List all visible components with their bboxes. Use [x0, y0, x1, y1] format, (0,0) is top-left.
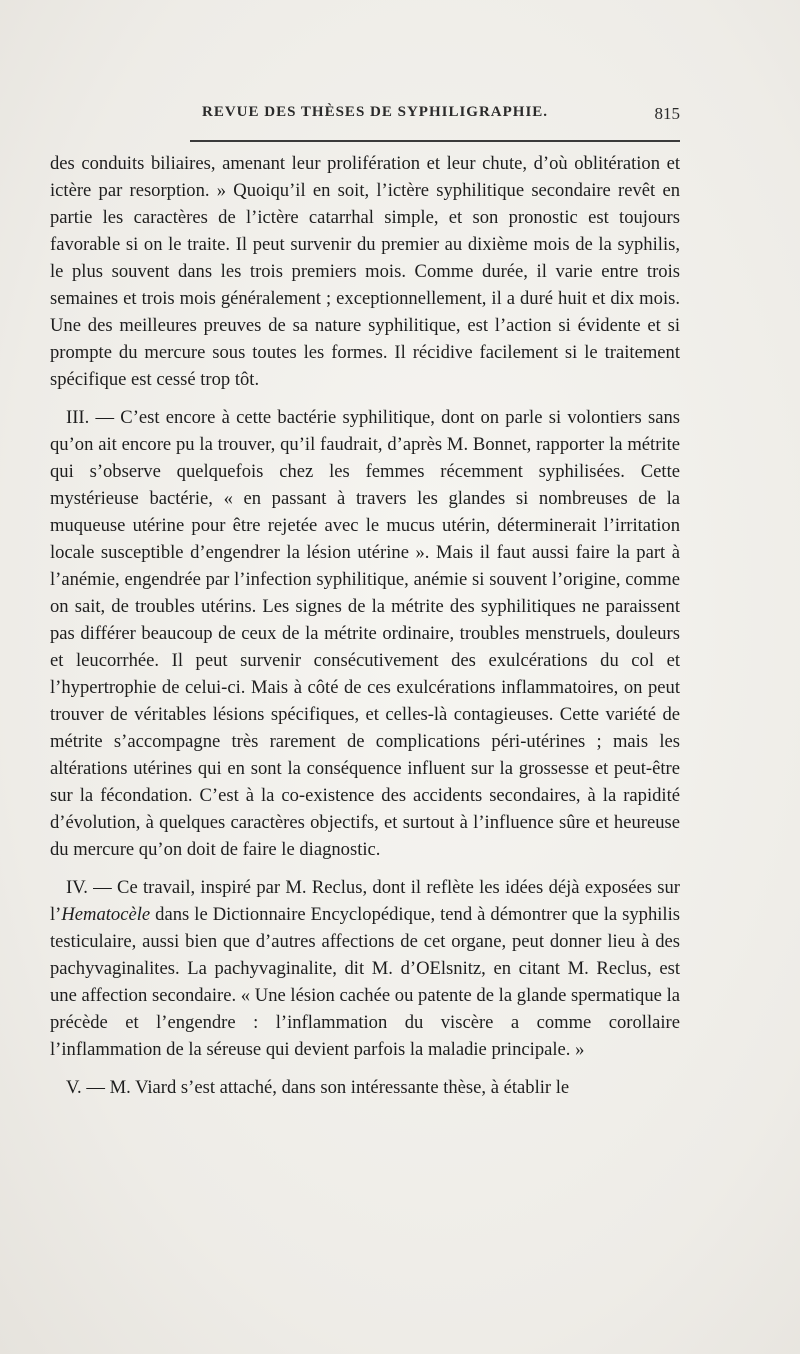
italic-term: Hematocèle — [61, 904, 151, 925]
body-text — [50, 150, 680, 1101]
paragraph-section-v: V. — M. Viard s’est attaché, dans son intéressante thèse, à établir le — [66, 1077, 570, 1098]
running-header — [52, 104, 680, 126]
paragraph-section-iv-start: IV. — Ce travail, inspiré par M. Reclus, dont il reflète les idées déjà exposées sur l’ — [50, 877, 680, 925]
paragraph-section-iv-end: dans le Dictionnaire Encyclopédique, tend à démontrer que la syphilis testiculaire, aussi bien que d’autres affections de cet organe, peut donner lieu à des pachyvaginalites. La pachyvaginalite, dit M. d’OElsnitz, en citant M. Reclus, est une affection secondaire. « Une lésion cachée ou patente de la glande spermatique la précède et l’engendre : l’inflammation du viscère a comme corollaire l’inflammation de la séreuse qui devient parfois la maladie principale. » — [50, 904, 680, 1060]
header-rule — [190, 140, 680, 142]
running-title: REVUE DES THÈSES DE SYPHILIGRAPHIE. — [202, 104, 549, 120]
page-number: 815 — [654, 104, 680, 123]
paragraph-continuation: des conduits biliaires, amenant leur prolifération et leur chute, d’où oblitération et ictère par resorption. » Quoiqu’il en soit, l’ictère syphilitique secondaire revêt en partie les caractères de l’ictère catarrhal simple, et son pronostic est toujours favorable si on le traite. Il peut survenir du premier au dixième mois de la syphilis, le plus souvent dans les trois premiers mois. Comme durée, il varie entre trois semaines et trois mois généralement ; exceptionnellement, il a duré huit et dix mois. Une des meilleures preuves de sa nature syphilitique, est l’action si évidente et si prompte du mercure sous toutes les formes. Il récidive facilement si le traitement spécifique est cessé trop tôt. — [50, 153, 680, 390]
paragraph-section-iii: III. — C’est encore à cette bactérie syphilitique, dont on parle si volontiers sans qu’on ait encore pu la trouver, qu’il faudrait, d’après M. Bonnet, rapporter la métrite qui s’observe quelquefois chez les femmes récemment syphilisées. Cette mystérieuse bactérie, « en passant à travers les glandes si nombreuses de la muqueuse utérine pour être rejetée avec le mucus utérin, déterminerait l’irritation locale susceptible d’engendrer la lésion utérine ». Mais il faut aussi faire la part à l’anémie, engendrée par l’infection syphilitique, anémie si souvent l’origine, comme on sait, de troubles utérins. Les signes de la métrite des syphilitiques ne paraissent pas différer beaucoup de ceux de la métrite ordinaire, troubles menstruels, douleurs et leucorrhée. Il peut survenir consécutivement des exulcérations du col et l’hypertrophie de celui-ci. Mais à côté de ces exulcérations inflammatoires, on peut trouver de véritables lésions spécifiques, et celles-là contagieuses. Cette variété de métrite s’accompagne très rarement de complications péri-utérines ; mais les altérations utérines qui en sont la conséquence influent sur la grossesse et peut-être sur la fécondation. C’est à la co-existence des accidents secondaires, à la rapidité d’évolution, à quelques caractères objectifs, et surtout à l’influence sûre et heureuse du mercure qu’on doit de faire le diagnostic. — [50, 407, 680, 860]
paragraph-section-iv — [50, 874, 680, 1063]
